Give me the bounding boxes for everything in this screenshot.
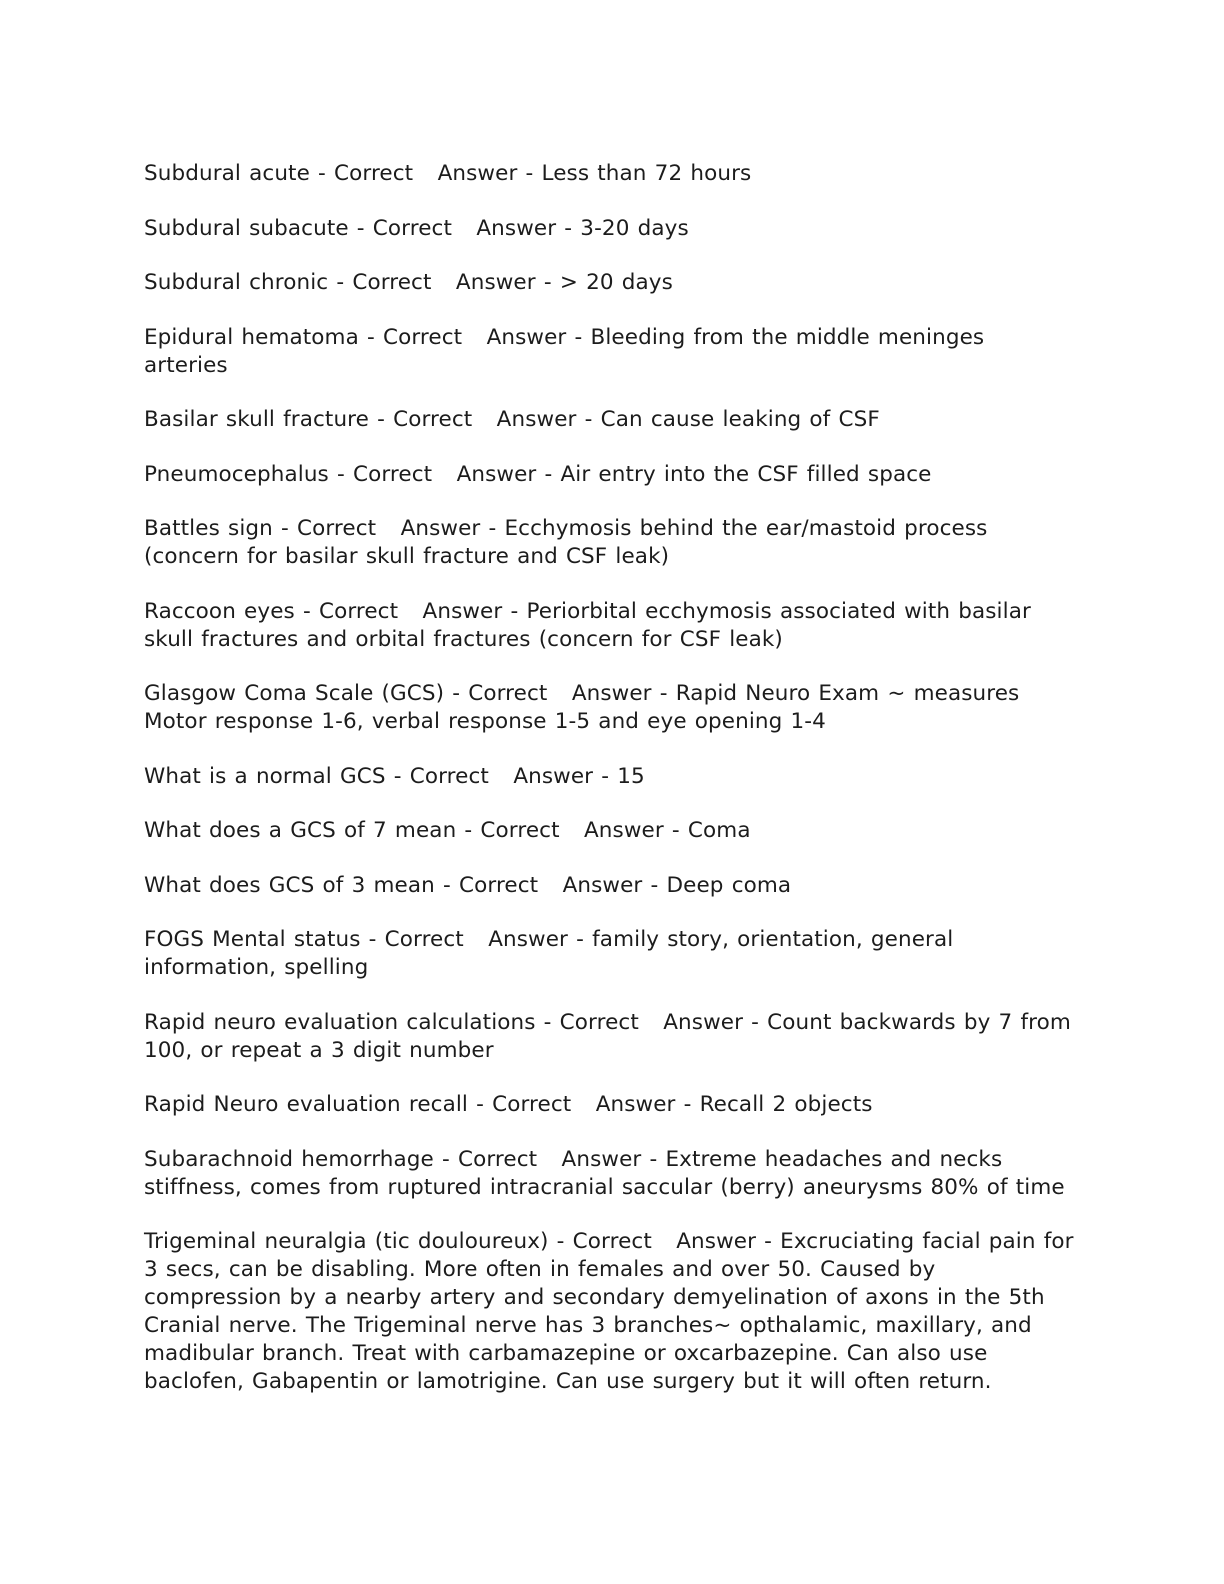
- note-paragraph: Subdural acute - Correct Answer - Less than 72 hours: [144, 161, 752, 186]
- note-paragraph: Battles sign - Correct Answer - Ecchymosis behind the ear/mastoid process (concern for basilar skull fracture and CSF leak): [144, 516, 996, 569]
- note-paragraph: Epidural hematoma - Correct Answer - Bleeding from the middle meninges arteries: [144, 324, 993, 378]
- note-paragraph: FOGS Mental status - Correct Answer - family story, orientation, general information, spelling: [144, 927, 962, 980]
- note-paragraph: Basilar skull fracture - Correct Answer - Can cause leaking of CSF: [144, 407, 880, 432]
- note-paragraph: Pneumocephalus - Correct Answer - Air entry into the CSF filled space: [144, 461, 932, 487]
- note-paragraph: What does a GCS of 7 mean - Correct Answer - Coma: [144, 818, 751, 843]
- note-paragraph: What is a normal GCS - Correct Answer - 15: [144, 763, 645, 789]
- note-paragraph: Subdural subacute - Correct Answer - 3-20 days: [144, 215, 689, 241]
- note-paragraph: Rapid Neuro evaluation recall - Correct Answer - Recall 2 objects: [144, 1092, 873, 1117]
- note-paragraph: Trigeminal neuralgia (tic douloureux) - Correct Answer - Excruciating facial pain for 3 secs, can be disabling. More often in females and over 50. Caused by compression by a nearby artery and secondary demyelination of axons in the 5th Cranial nerve. The Trigeminal nerve has 3 branches~ opthalamic, maxillary, and madibular branch. Treat with carbamazepine or oxcarbazepine. Can also use baclofen, Gabapentin or lamotrigine. Can use surgery but it will often return.: [144, 1229, 1082, 1394]
- note-paragraph: What does GCS of 3 mean - Correct Answer - Deep coma: [144, 872, 792, 898]
- note-paragraph: Subdural chronic - Correct Answer - > 20 days: [144, 270, 673, 295]
- document-body: [140, 160, 1082, 1396]
- note-paragraph: Raccoon eyes - Correct Answer - Periorbital ecchymosis associated with basilar skull fractures and orbital fractures (concern for CSF leak): [144, 598, 1040, 652]
- note-paragraph: Subarachnoid hemorrhage - Correct Answer - Extreme headaches and necks stiffness, comes from ruptured intracranial saccular (berry) aneurysms 80% of time: [144, 1146, 1065, 1200]
- note-paragraph: Glasgow Coma Scale (GCS) - Correct Answer - Rapid Neuro Exam ~ measures Motor response 1-6, verbal response 1-5 and eye opening 1-4: [144, 681, 1028, 734]
- note-paragraph: Rapid neuro evaluation calculations - Correct Answer - Count backwards by 7 from 100, or repeat a 3 digit number: [144, 1009, 1080, 1063]
